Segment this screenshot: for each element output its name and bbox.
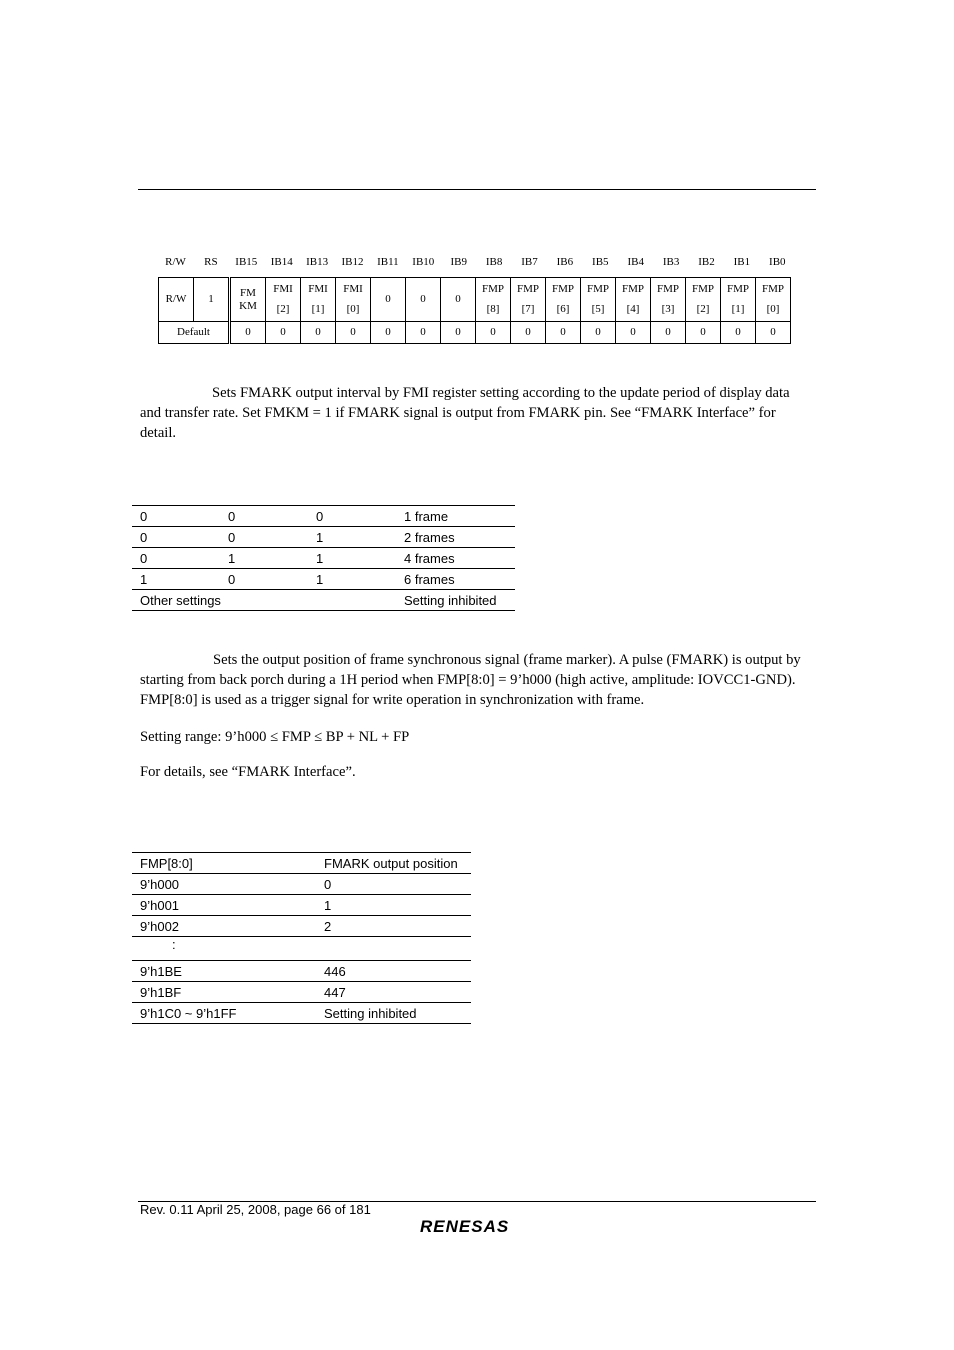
default-value-cell: 0 [336,322,371,344]
footer-revision: Rev. 0.11 April 25, 2008, page 66 of 181 [140,1202,371,1217]
table-cell: 0 [308,506,396,527]
bit-header-ib13: IB13 [306,256,329,268]
table-cell: 0 [132,548,220,569]
table-cell: 1 [308,527,396,548]
bit-header-ib0: IB0 [769,256,786,268]
table-cell: 1 [316,895,471,916]
fmi2-cell: FMI [2] [266,278,301,322]
default-value-cell: 0 [616,322,651,344]
table-cell: 1 frame [396,506,515,527]
table-cell: FMP[8:0] [132,853,316,874]
default-value-cell: 0 [371,322,406,344]
bit-header-ib11: IB11 [377,256,399,268]
table-cell: 446 [316,961,471,982]
table-cell: 0 [220,569,308,590]
bit-header-ib8: IB8 [485,256,503,268]
bit-header-ib2: IB2 [698,256,715,268]
table-row [132,916,471,937]
bit-header-ib12: IB12 [341,256,364,268]
fmkm-cell: FM KM [230,278,266,322]
default-value-cell: 0 [301,322,336,344]
fmp6-cell: FMP [6] [546,278,581,322]
bit-header-ib15: IB15 [235,256,258,268]
table-cell: 9’h1BF [132,982,316,1003]
table-cell: Setting inhibited [316,1003,471,1024]
rw-cell: R/W [159,278,194,322]
table-row [132,853,471,874]
bit-header-ib6: IB6 [556,256,574,268]
table-cell: 2 [316,916,471,937]
table-row [132,506,515,527]
table-cell: 1 [308,548,396,569]
table-cell: 0 [132,506,220,527]
table-row [132,527,515,548]
table-cell: 1 [132,569,220,590]
table-cell: 447 [316,982,471,1003]
table-row [132,961,471,982]
table-row [132,895,471,916]
fmi1-cell: FMI [1] [301,278,336,322]
fmp-details-note: For details, see “FMARK Interface”. [140,764,356,780]
rs-cell: 1 [194,278,230,322]
bit-header-ib14: IB14 [270,256,293,268]
register-table [158,277,791,344]
fmp-setting-range: Setting range: 9’h000 ≤ FMP ≤ BP + NL + FP [140,729,410,745]
default-value-cell: 0 [686,322,721,344]
fmp3-cell: FMP [3] [651,278,686,322]
bit-header-ib9: IB9 [450,256,467,268]
table-cell: 0 [220,506,308,527]
fmp0-cell: FMP [0] [756,278,791,322]
table-cell: 6 frames [396,569,515,590]
table-row [132,569,515,590]
table-row [132,548,515,569]
bit-header-ib3: IB3 [662,256,680,268]
bit-header-rw: R/W [165,256,186,268]
bit-header-ib7: IB7 [521,256,538,268]
table-cell: : [132,937,316,961]
renesas-logo [420,1216,534,1241]
ib11-cell: 0 [371,278,406,322]
fmp7-cell: FMP [7] [511,278,546,322]
table-cell: Other settings [132,590,396,611]
table-row [132,1003,471,1024]
table-cell: 9’h002 [132,916,316,937]
table-cell: 9’h001 [132,895,316,916]
default-value-cell: 0 [651,322,686,344]
fmp8-cell: FMP [8] [476,278,511,322]
ib9-cell: 0 [441,278,476,322]
fmp1-cell: FMP [1] [721,278,756,322]
table-cell: 4 frames [396,548,515,569]
fmi-description: Sets FMARK output interval by FMI register setting according to the update period of display data and transfer rate. Set FMKM = 1 if FMARK signal is output from FMARK pin. See “FMARK Interface” for detail. [140,385,790,441]
default-value-cell: 0 [721,322,756,344]
table-cell: 2 frames [396,527,515,548]
fmp4-cell: FMP [4] [616,278,651,322]
default-value-cell: 0 [546,322,581,344]
bit-header-ib1: IB1 [733,256,751,268]
table-cell: 9’h1C0 ~ 9’h1FF [132,1003,316,1024]
bit-header-ib10: IB10 [412,256,435,268]
default-value-cell: 0 [406,322,441,344]
table-cell: 0 [132,527,220,548]
register-bit-header [158,256,796,270]
table-cell: 1 [308,569,396,590]
table-cell [316,937,471,961]
fmi-setting-table [132,505,515,611]
default-label-cell: Default [159,322,230,344]
table-cell: 1 [220,548,308,569]
table-cell: FMARK output position [316,853,471,874]
bit-header-ib4: IB4 [627,256,644,268]
table-cell: 9’h1BE [132,961,316,982]
default-value-cell: 0 [476,322,511,344]
table-cell: 0 [316,874,471,895]
fmp5-cell: FMP [5] [581,278,616,322]
default-value-cell: 0 [230,322,266,344]
default-value-cell: 0 [511,322,546,344]
table-row [132,590,515,611]
table-row [132,982,471,1003]
svg-text:RENESAS: RENESAS [420,1217,510,1236]
default-value-cell: 0 [581,322,616,344]
header-rule [138,189,816,190]
fmi0-cell: FMI [0] [336,278,371,322]
fmp-description: Sets the output position of frame synchronous signal (frame marker). A pulse (FMARK) is output by starting from back porch during a 1H period when FMP[8:0] = 9’h000 (high active, amplitude: IOVCC1-GND). FMP[8:0] is used as a trigger signal for write operation in synchronization with frame. [140,652,801,708]
table-cell: 0 [220,527,308,548]
table-row [132,874,471,895]
bit-header-ib5: IB5 [592,256,609,268]
default-value-cell: 0 [441,322,476,344]
table-row [132,937,471,961]
default-value-cell: 0 [266,322,301,344]
table-cell: 9’h000 [132,874,316,895]
fmp2-cell: FMP [2] [686,278,721,322]
ib10-cell: 0 [406,278,441,322]
fmp-position-table [132,852,471,1024]
table-cell: Setting inhibited [396,590,515,611]
default-value-cell: 0 [756,322,791,344]
bit-header-rs: RS [204,256,218,268]
